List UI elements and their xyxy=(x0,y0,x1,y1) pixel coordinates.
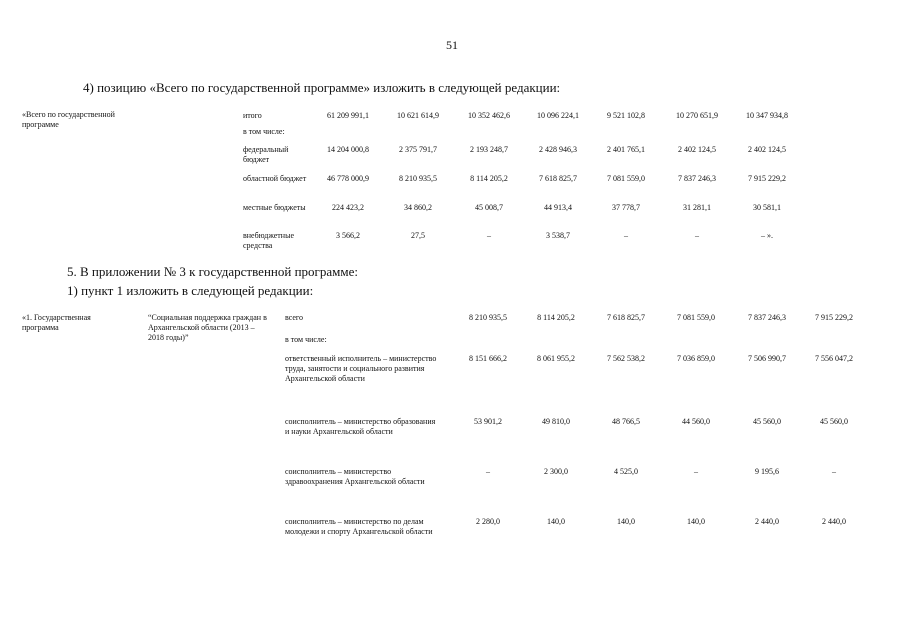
table2-col1: «1. Государственная программа xyxy=(22,313,91,332)
table1-cell: 10 352 462,6 xyxy=(468,111,510,120)
table2-row-name: соисполнитель – министерство образования и науки Архангельской области xyxy=(285,417,436,436)
table2-cell: 7 081 559,0 xyxy=(677,313,715,322)
table1-cell: 10 621 614,9 xyxy=(397,111,439,120)
table1-cell: 61 209 991,1 xyxy=(327,111,369,120)
table2-row-name: всего xyxy=(285,313,304,322)
table2-cell: 8 114 205,2 xyxy=(537,313,575,322)
table1-row-name: итого xyxy=(243,111,262,120)
table1-cell: 44 913,4 xyxy=(544,203,572,212)
table1-cell: 10 096 224,1 xyxy=(537,111,579,120)
table1-cell: 2 193 248,7 xyxy=(470,145,508,154)
table1-cell: 37 778,7 xyxy=(612,203,640,212)
table1-cell: – xyxy=(695,231,699,240)
table1-cell: 14 204 000,8 xyxy=(327,145,369,154)
table2-cell: – xyxy=(832,467,836,476)
instruction-5-1: 1) пункт 1 изложить в следующей редакции: xyxy=(67,283,314,298)
table1-cell: 3 566,2 xyxy=(336,231,360,240)
table2-cell: 7 618 825,7 xyxy=(607,313,645,322)
table1-cell: 7 915 229,2 xyxy=(748,174,786,183)
table2-cell: 44 560,0 xyxy=(682,417,710,426)
table1-row-name: в том числе: xyxy=(243,127,285,136)
table2-cell: 7 562 538,2 xyxy=(607,354,645,363)
table2-cell: 7 036 859,0 xyxy=(677,354,715,363)
table2-cell: 45 560,0 xyxy=(753,417,781,426)
table2-cell: 2 300,0 xyxy=(544,467,568,476)
table1-cell: 2 428 946,3 xyxy=(539,145,577,154)
table1-cell: 30 581,1 xyxy=(753,203,781,212)
table1-cell: 9 521 102,8 xyxy=(607,111,645,120)
instruction-4: 4) позицию «Всего по государственной программе» изложить в следующей редакции: xyxy=(83,80,561,95)
table2-cell: 53 901,2 xyxy=(474,417,502,426)
table1-cell: 224 423,2 xyxy=(332,203,364,212)
table1-cell: 46 778 000,9 xyxy=(327,174,369,183)
table2-cell: 7 506 990,7 xyxy=(748,354,786,363)
table2-cell: 8 151 666,2 xyxy=(469,354,507,363)
table1-row-name: местные бюджеты xyxy=(243,203,306,212)
table2-cell: 140,0 xyxy=(617,517,635,526)
table1-cell: 34 860,2 xyxy=(404,203,432,212)
table2-cell: – xyxy=(486,467,490,476)
table1-cell: 10 270 651,9 xyxy=(676,111,718,120)
heading-5: 5. В приложении № 3 к государственной программе: xyxy=(67,264,358,279)
table2-cell: 9 195,6 xyxy=(755,467,779,476)
table1-cell: 2 375 791,7 xyxy=(399,145,437,154)
table2-cell: 140,0 xyxy=(547,517,565,526)
table2-cell: 2 280,0 xyxy=(476,517,500,526)
table1-cell: 10 347 934,8 xyxy=(746,111,788,120)
table2-cell: 140,0 xyxy=(687,517,705,526)
table1-row-name: федеральный бюджет xyxy=(243,145,289,164)
table1-cell: 8 210 935,5 xyxy=(399,174,437,183)
table1-cell: 7 081 559,0 xyxy=(607,174,645,183)
table2-col2: “Социальная поддержка граждан в Архангельской области (2013 – 2018 годы)” xyxy=(148,313,267,342)
table1-cell: – xyxy=(487,231,491,240)
table1-cell: 3 538,7 xyxy=(546,231,570,240)
table1-cell: 31 281,1 xyxy=(683,203,711,212)
table1-cell: 2 401 765,1 xyxy=(607,145,645,154)
table2-row-name: соисполнитель – министерство по делам молодежи и спорту Архангельской области xyxy=(285,517,433,536)
table2-row-name: в том числе: xyxy=(285,335,327,344)
table2-cell: 7 915 229,2 xyxy=(815,313,853,322)
table2-cell: – xyxy=(694,467,698,476)
table1-cell: 7 837 246,3 xyxy=(678,174,716,183)
table2-cell: 8 210 935,5 xyxy=(469,313,507,322)
table2-cell: 8 061 955,2 xyxy=(537,354,575,363)
table1-cell: 2 402 124,5 xyxy=(678,145,716,154)
table1-row-name: областной бюджет xyxy=(243,174,307,183)
table1-cell: 45 008,7 xyxy=(475,203,503,212)
table1-cell: 27,5 xyxy=(411,231,425,240)
table2-row-name: соисполнитель – министерство здравоохранения Архангельской области xyxy=(285,467,425,486)
table2-cell: 2 440,0 xyxy=(822,517,846,526)
table2-cell: 2 440,0 xyxy=(755,517,779,526)
table1-row-name: внебюджетные средства xyxy=(243,231,294,250)
page-number: 51 xyxy=(446,38,458,52)
table2-cell: 45 560,0 xyxy=(820,417,848,426)
table2-row-name: ответственный исполнитель – министерство труда, занятости и социального развития Архангельской области xyxy=(285,354,437,383)
table1-label: «Всего по государственной программе xyxy=(22,110,115,129)
table1-cell: 8 114 205,2 xyxy=(470,174,508,183)
table2-cell: 48 766,5 xyxy=(612,417,640,426)
table1-cell: – xyxy=(624,231,628,240)
table1-cell: 2 402 124,5 xyxy=(748,145,786,154)
table1-cell: 7 618 825,7 xyxy=(539,174,577,183)
table1-cell: – ». xyxy=(761,231,773,240)
table2-cell: 7 837 246,3 xyxy=(748,313,786,322)
table2-cell: 7 556 047,2 xyxy=(815,354,853,363)
table2-cell: 49 810,0 xyxy=(542,417,570,426)
table2-cell: 4 525,0 xyxy=(614,467,638,476)
